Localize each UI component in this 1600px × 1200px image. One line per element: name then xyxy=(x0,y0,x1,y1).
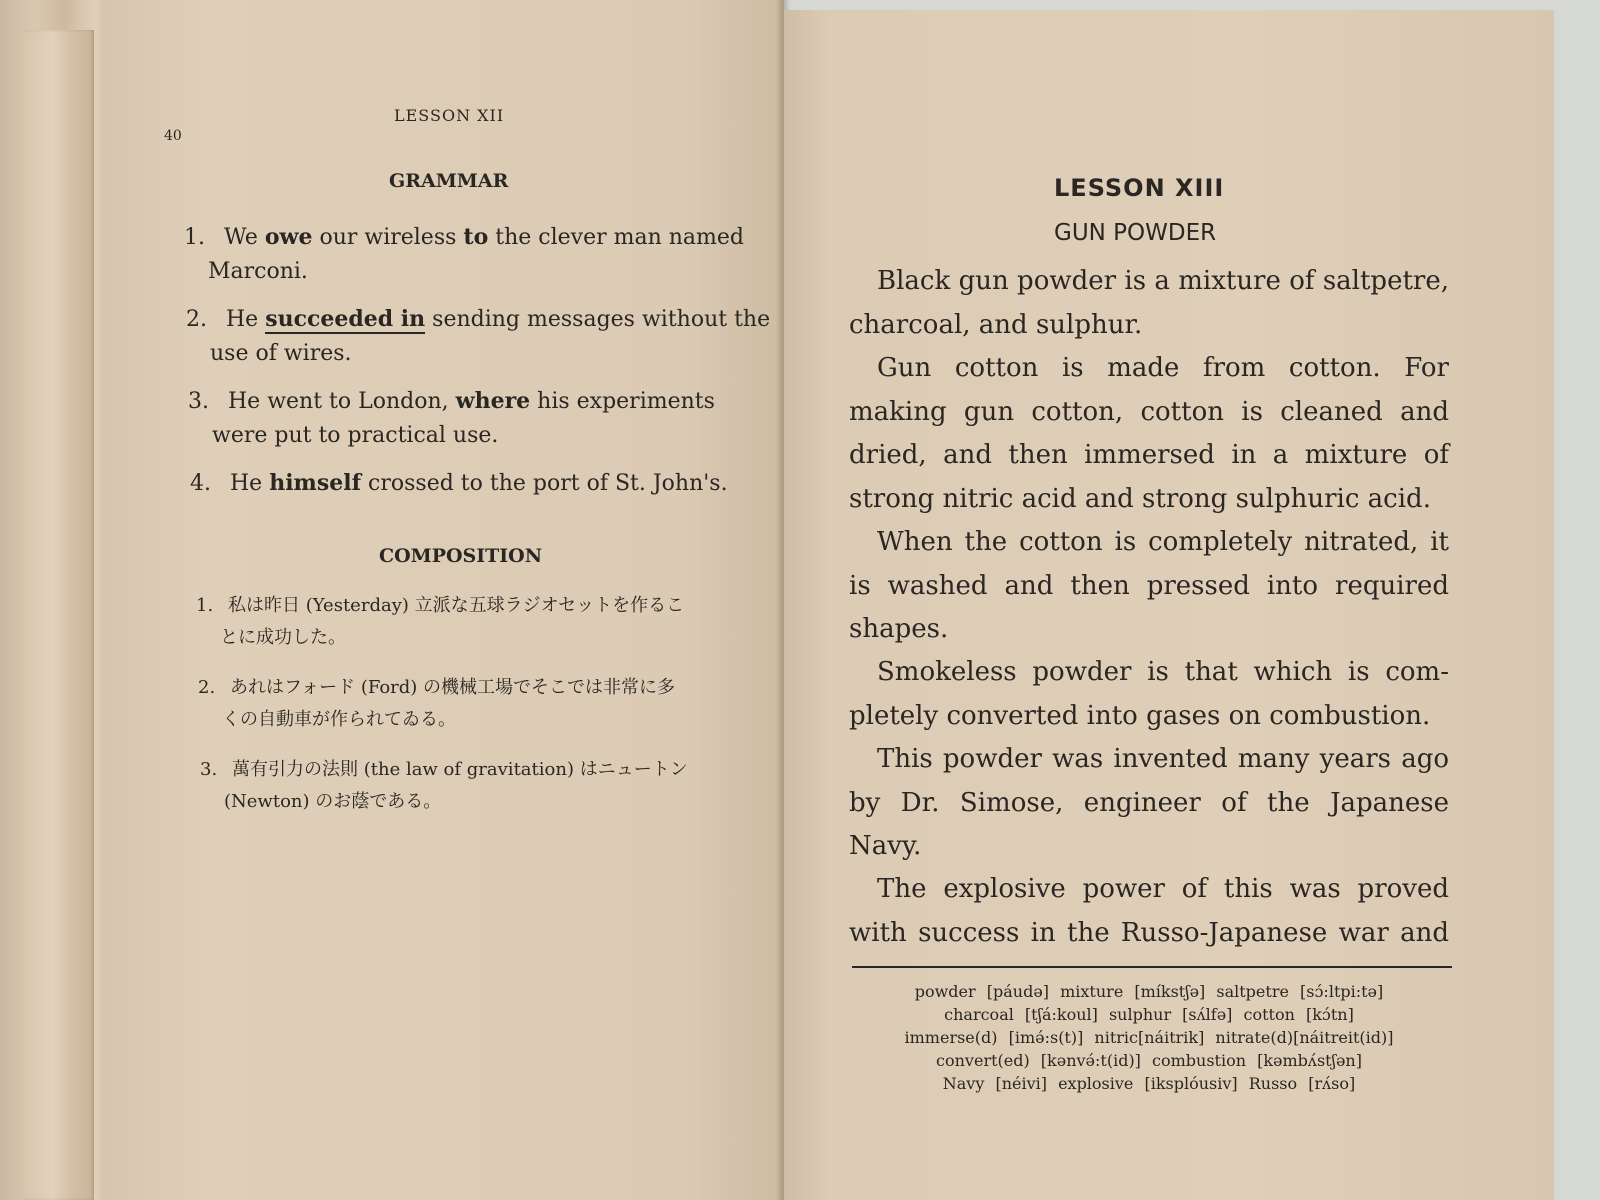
paragraph-6: The explosive power of this was proved with success in the Russo-Japanese war and xyxy=(849,874,1449,948)
glossary-row: Navy [néivi] explosive [iksplóusiv] Russo [rʌ́so] xyxy=(942,1074,1356,1093)
grammar-item-4: 4. He himself crossed to the port of St. John's. xyxy=(190,466,728,501)
page-stack-edge xyxy=(24,30,94,1200)
page-number: 40 xyxy=(164,128,182,144)
composition-heading: COMPOSITION xyxy=(379,545,543,567)
footnote-rule xyxy=(852,966,1452,968)
grammar-item-1-cont: Marconi. xyxy=(208,259,308,284)
paragraph-1: Black gun powder is a mixture of saltpetre, charcoal, and sulphur. xyxy=(849,266,1449,340)
paragraph-2: Gun cotton is made from cotton. For making gun cotton, cotton is cleaned and dried, and then immersed in a mixture of strong nitric acid and strong sulphuric acid. xyxy=(849,353,1449,514)
grammar-heading: GRAMMAR xyxy=(389,170,509,192)
lesson-title: LESSON XIII xyxy=(1054,174,1225,202)
item-number: 2. xyxy=(186,307,207,332)
item-number: 3. xyxy=(200,759,218,780)
glossary-row: charcoal [tʃá:koul] sulphur [sʌ́lfə] cotton [kɔ́tn] xyxy=(944,1005,1354,1024)
paragraph-3: When the cotton is completely nitrated, it is washed and then pressed into required shapes. xyxy=(849,527,1449,644)
glossary-row: immerse(d) [imə́:s(t)] nitric[náitrik] nitrate(d)[náitreit(id)] xyxy=(904,1028,1394,1047)
grammar-item-3-cont: were put to practical use. xyxy=(212,423,499,448)
grammar-item-2-cont: use of wires. xyxy=(210,341,352,366)
item-number: 1. xyxy=(196,595,214,616)
item-number: 1. xyxy=(184,225,205,250)
composition-item-3: 3. 萬有引力の法則 (the law of gravitation) はニュートン (Newton) のお蔭である。 xyxy=(200,754,688,818)
paragraph-5: This powder was invented many years ago by Dr. Simose, engineer of the Japanese Navy. xyxy=(849,744,1449,861)
composition-item-1: 1. 私は昨日 (Yesterday) 立派な五球ラジオセットを作るこ とに成功した。 xyxy=(196,590,684,654)
item-number: 4. xyxy=(190,471,211,496)
left-page xyxy=(104,0,784,1200)
composition-item-2: 2. あれはフォード (Ford) の機械工場でそこでは非常に多 くの自動車が作られてゐる。 xyxy=(198,672,675,736)
running-head: LESSON XII xyxy=(394,106,505,125)
glossary-row: powder [páudə] mixture [míkstʃə] saltpetre [sɔ́:ltpi:tə] xyxy=(914,982,1384,1001)
glossary-row: convert(ed) [kənvə́:t(id)] combustion [kəmbʌ́stʃən] xyxy=(936,1051,1362,1070)
grammar-item-2: 2. He succeeded in sending messages without the use of wires. xyxy=(186,302,770,371)
lesson-subtitle: GUN POWDER xyxy=(1054,220,1217,246)
right-page xyxy=(784,10,1554,1200)
grammar-item-1: 1. We owe our wireless to the clever man named Marconi. xyxy=(184,220,744,289)
paragraph-4: Smokeless powder is that which is com- pletely converted into gases on combustion. xyxy=(849,657,1449,731)
vocabulary-glossary xyxy=(864,980,1434,1095)
grammar-item-3: 3. He went to London, where his experiments were put to practical use. xyxy=(188,384,715,453)
item-number: 3. xyxy=(188,389,209,414)
item-number: 2. xyxy=(198,677,216,698)
